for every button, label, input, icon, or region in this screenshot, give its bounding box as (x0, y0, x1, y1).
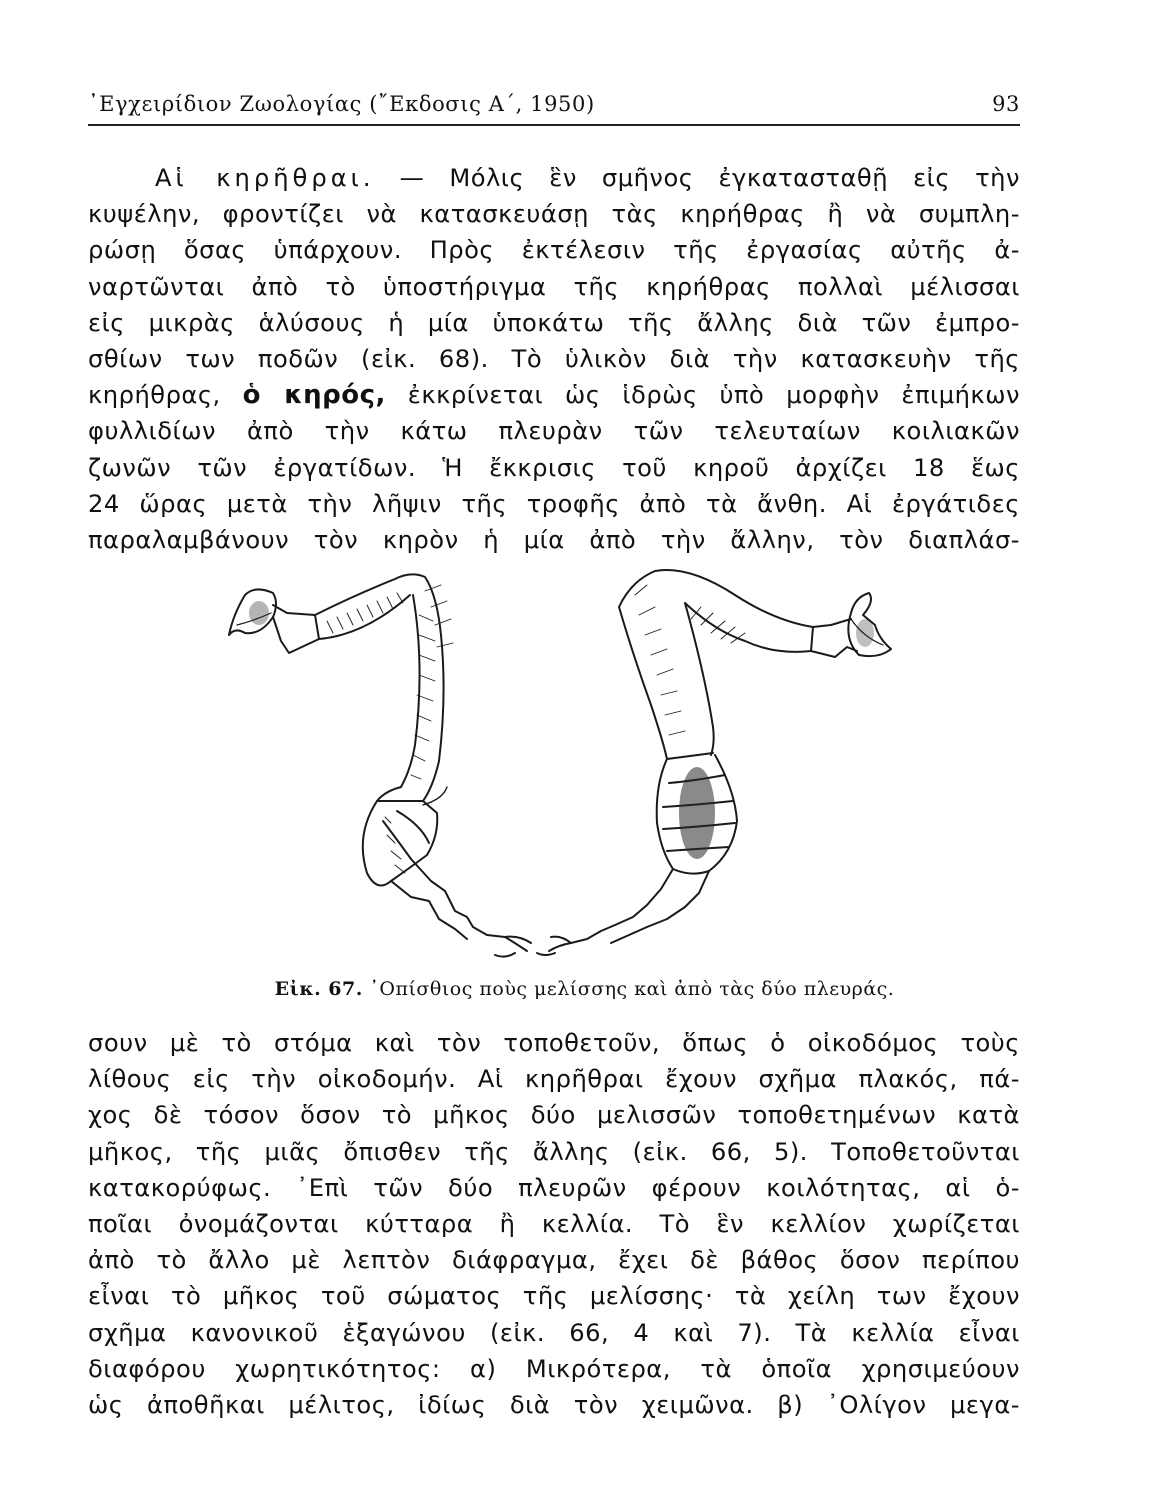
figure-caption-text: ᾿Οπίσθιος ποὺς μελίσσης καὶ ἀπὸ τὰς δύο πλευράς. (369, 978, 895, 1000)
left-hind-leg (229, 574, 531, 956)
text-line: διαφόρου χωρητικότητος: α) Μικρότερα, τὰ ὁποῖα χρησιμεύουν (88, 1354, 1020, 1383)
text-line: ποῖαι ὀνομάζονται κύτταρα ἢ κελλία. Τὸ ἓν κελλίον χωρίζεται (88, 1209, 1020, 1238)
bee-leg-illustration (215, 555, 935, 965)
right-hind-leg (537, 570, 891, 955)
heading-dash: — (374, 164, 450, 192)
text-line: σχῆμα κανονικοῦ ἑξαγώνου (εἰκ. 66, 4 καὶ 7). Τὰ κελλία εἶναι (88, 1318, 1020, 1347)
paragraph-top (88, 160, 1020, 558)
text-line: φυλλιδίων ἀπὸ τὴν κάτω πλευρὰν τῶν τελευταίων κοιλιακῶν (88, 417, 1020, 446)
pollen-basket-shading (249, 601, 874, 859)
book-title: ᾿Εγχειρίδιον Ζωολογίας (῎Εκδοσις Α΄, 1950) (88, 92, 595, 116)
text-line (88, 160, 1020, 196)
text-line: χος δὲ τόσον ὅσον τὸ μῆκος δύο μελισσῶν τοποθετημένων κατὰ (88, 1101, 1020, 1130)
figure-caption (0, 978, 1169, 1000)
text-fragment: κηρήθρας, (88, 381, 221, 410)
header-rule (88, 124, 1020, 126)
text-line: λίθους εἰς τὴν οἰκοδομήν. Αἱ κηρῆθραι ἔχουν σχῆμα πλακός, πά- (88, 1065, 1020, 1094)
bee-leg-drawing (215, 555, 935, 965)
text-line: παραλαμβάνουν τὸν κηρὸν ἡ μία ἀπὸ τὴν ἄλλην, τὸν διαπλάσ- (88, 525, 1020, 554)
text-line: ζωνῶν τῶν ἐργατίδων. Ἡ ἔκκρισις τοῦ κηροῦ ἀρχίζει 18 ἕως (88, 453, 1020, 482)
bold-term: ὁ κηρός, (242, 380, 386, 411)
text-line: ρώσῃ ὅσας ὑπάρχουν. Πρὸς ἐκτέλεσιν τῆς ἐργασίας αὐτῆς ἀ- (88, 236, 1020, 265)
text-line: σθίων των ποδῶν (εἰκ. 68). Τὸ ὑλικὸν διὰ τὴν κατασκευὴν τῆς (88, 344, 1020, 373)
text-line: ἀπὸ τὸ ἄλλο μὲ λεπτὸν διάφραγμα, ἔχει δὲ βάθος ὅσον περίπου (88, 1246, 1020, 1275)
running-header (88, 92, 1020, 122)
text-fragment: ἐκκρίνεται ὡς ἱδρὼς ὑπὸ μορφὴν ἐπιμήκων (407, 381, 1020, 410)
text-line: κυψέλην, φροντίζει νὰ κατασκευάσῃ τὰς κηρήθρας ἢ νὰ συμπλη- (88, 200, 1020, 229)
figure-label: Εἰκ. 67. (274, 978, 363, 1000)
section-heading: Αἱ κηρῆθραι. (155, 164, 375, 192)
text-line: σουν μὲ τὸ στόμα καὶ τὸν τοποθετοῦν, ὅπως ὁ οἰκοδόμος τοὺς (88, 1029, 1020, 1057)
text-line: ναρτῶνται ἀπὸ τὸ ὑποστήριγμα τῆς κηρήθρας πολλαὶ μέλισσαι (88, 272, 1020, 301)
text-line: κατακορύφως. ᾿Επὶ τῶν δύο πλευρῶν φέρουν κοιλότητας, αἱ ὁ- (88, 1173, 1020, 1202)
paragraph-bottom (88, 1025, 1020, 1423)
text-line: ὡς ἀποθῆκαι μέλιτος, ἰδίως διὰ τὸν χειμῶνα. β) ᾿Ολίγον μεγα- (88, 1390, 1020, 1419)
text-line: εἶναι τὸ μῆκος τοῦ σώματος τῆς μελίσσης· τὰ χείλη των ἔχουν (88, 1282, 1020, 1311)
text-line (88, 377, 1020, 413)
text-line-content: Μόλις ἓν σμῆνος ἐγκατασταθῇ εἰς τὴν (449, 164, 1020, 192)
text-line: 24 ὥρας μετὰ τὴν λῆψιν τῆς τροφῆς ἀπὸ τὰ ἄνθη. Αἱ ἐργάτιδες (88, 489, 1020, 518)
page-number: 93 (992, 92, 1020, 116)
text-line: εἰς μικρὰς ἁλύσους ἡ μία ὑποκάτω τῆς ἄλλης διὰ τῶν ἐμπρο- (88, 308, 1020, 337)
text-line: μῆκος, τῆς μιᾶς ὄπισθεν τῆς ἄλλης (εἰκ. 66, 5). Τοποθετοῦνται (88, 1137, 1020, 1166)
